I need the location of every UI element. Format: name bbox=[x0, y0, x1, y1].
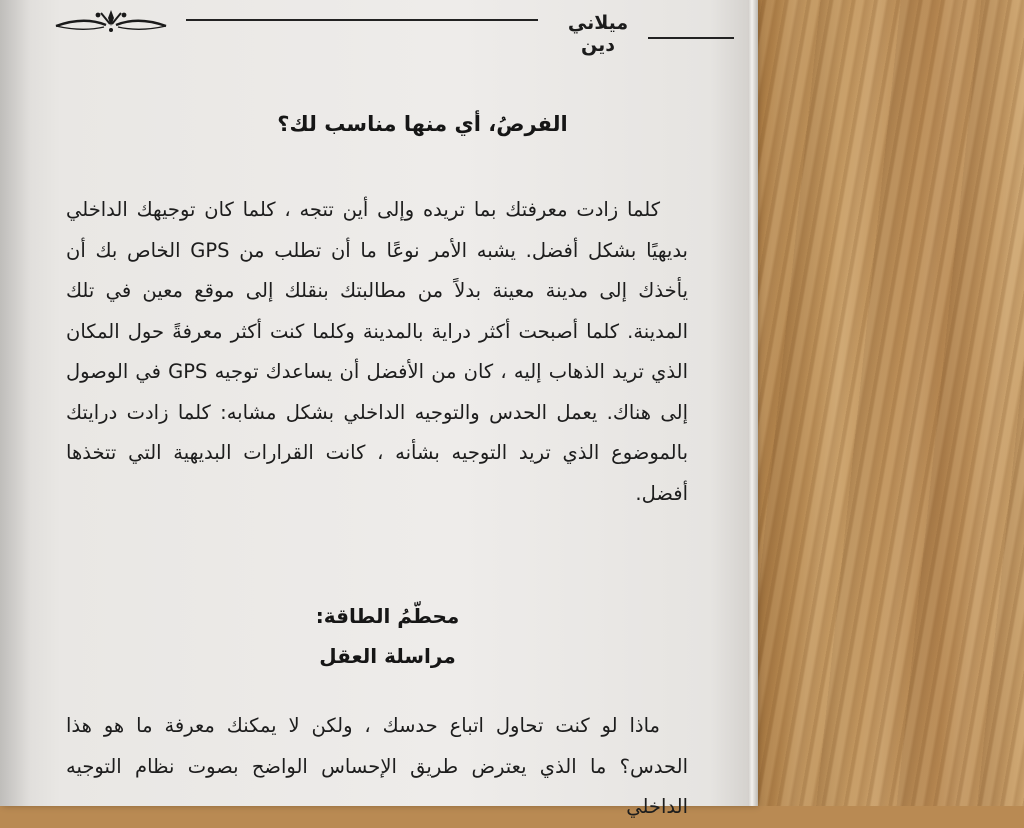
body-paragraph bbox=[66, 190, 688, 514]
subsection-heading-line1: محطّمُ الطاقة: bbox=[315, 604, 460, 628]
page-edge bbox=[748, 0, 758, 806]
body-paragraph-2 bbox=[66, 706, 688, 828]
header-rule-right bbox=[648, 37, 734, 39]
running-head-author: ميلاني دين bbox=[567, 12, 629, 56]
wooden-table-background bbox=[740, 0, 1024, 806]
section-title: الفرصُ، أي منها مناسب لك؟ bbox=[277, 112, 568, 136]
header-rule-left bbox=[186, 19, 538, 21]
subsection-heading-line2: مراسلة العقل bbox=[319, 644, 456, 668]
paragraph-text-2: ماذا لو كنت تحاول اتباع حدسك ، ولكن لا يمكنك معرفة ما هو هذا الحدس؟ ما الذي يعترض طريق الإحساس الواضح بصوت نظام التوجيه الداخلي bbox=[66, 714, 688, 818]
paragraph-text: كلما زادت معرفتك بما تريده وإلى أين تتجه ، كلما كان توجيهك الداخلي بديهيًا بشكل أفضل. يشبه الأمر نوعًا ما أن تطلب من GPS الخاص بك أن يأخذك إلى مدينة معينة بدلاً من مطالبتك بنقلك إلى موقع معين في تلك المدينة. كلما أصبحت أكثر دراية بالمدينة وكلما كنت أكثر معرفةً حول المكان الذي تريد الذهاب إليه ، كان من الأفضل أن يساعدك توجيه GPS في الوصول إلى هناك. يعمل الحدس والتوجيه الداخلي بشكل مشابه: كلما زادت درايتك بالموضوع الذي تريد التوجيه بشأنه ، كانت القرارات البديهية التي تتخذها أفضل. bbox=[66, 198, 688, 505]
header-ornament-icon bbox=[54, 6, 168, 36]
subsection-heading bbox=[0, 596, 755, 676]
